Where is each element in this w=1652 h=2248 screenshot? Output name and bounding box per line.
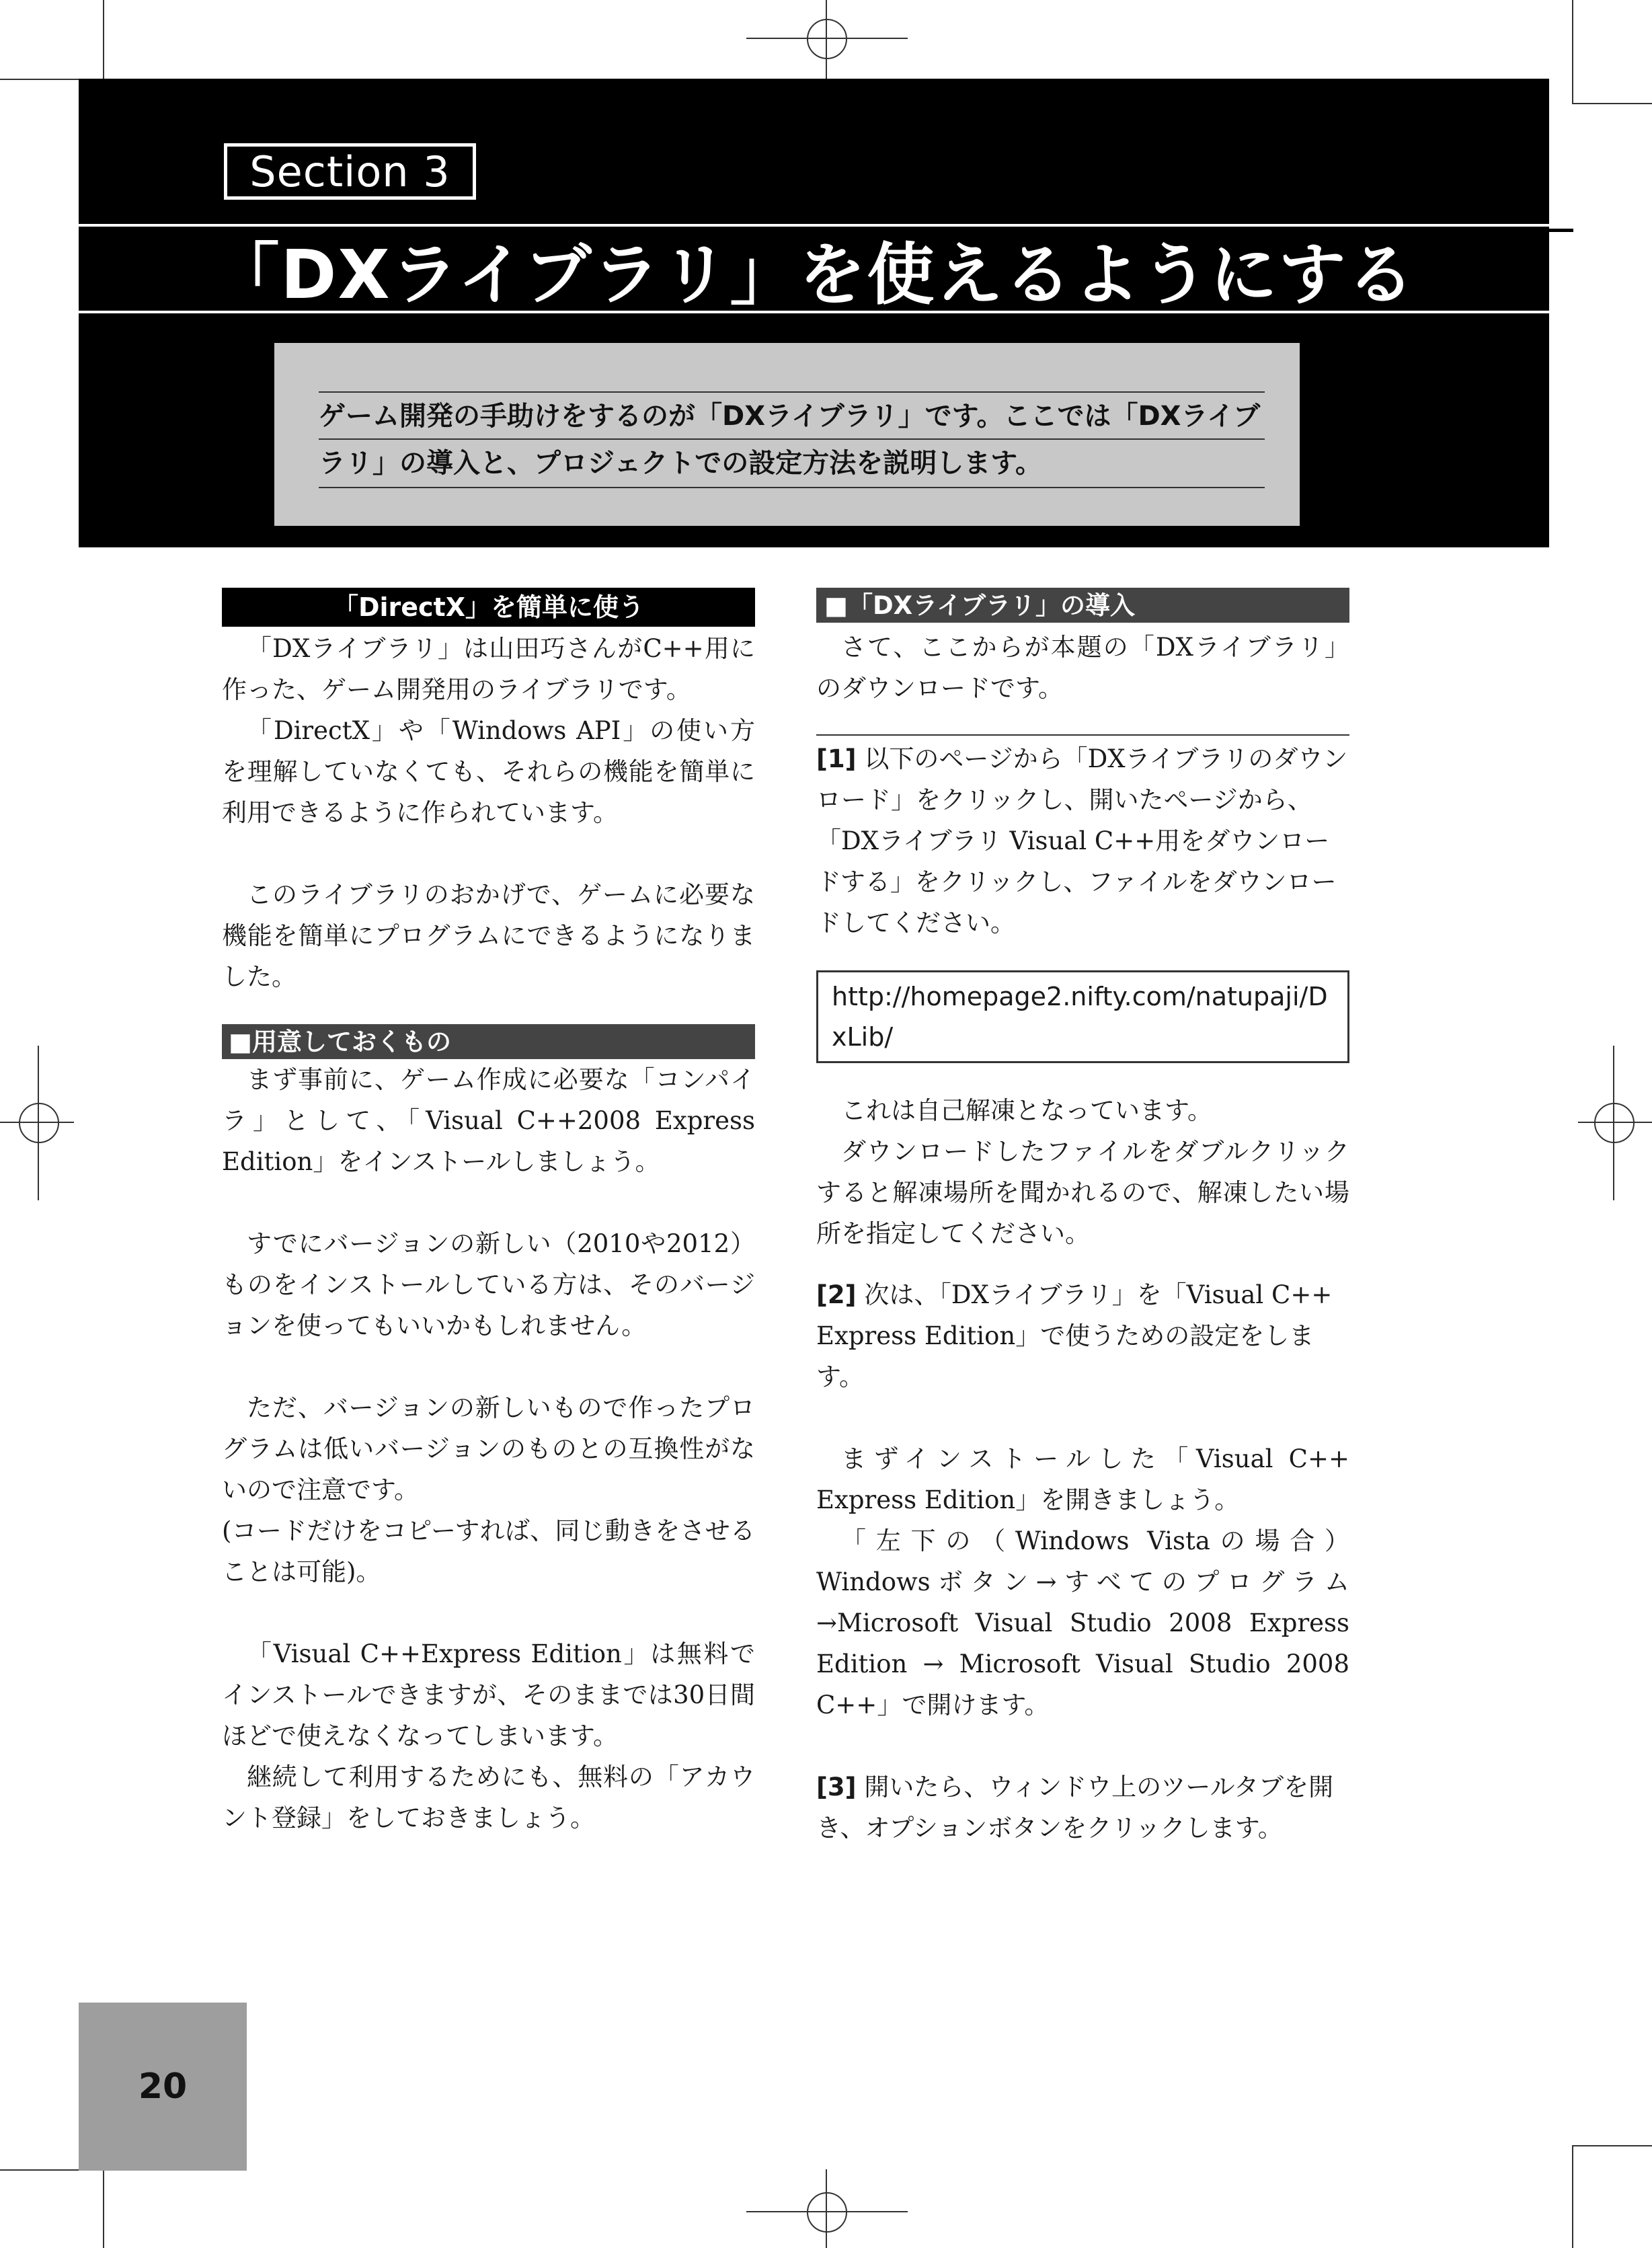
- heading-preparation: ■用意しておくもの: [222, 1024, 755, 1059]
- paragraph: 「Visual C++Express Edition」は無料でインストールできますが、そのままでは30日間ほどで使えなくなってしまいます。: [222, 1639, 755, 1750]
- paragraph: 「DXライブラリ」は山田巧さんがC++用に作った、ゲーム開発用のライブラリです。: [222, 634, 755, 704]
- paragraph: 継続して利用するためにも、無料の「アカウント登録」をしておきましょう。: [222, 1762, 755, 1832]
- url-box: http://homepage2.nifty.com/natupaji/DxLib/: [816, 970, 1349, 1063]
- paragraph: まずインストールした「Visual C++ Express Edition」を開きましょう。: [816, 1444, 1349, 1514]
- page-number: 20: [79, 2003, 247, 2171]
- step-text: 開いたら、ウィンドウ上のツールタブを開き、オプションボタンをクリックします。: [816, 1773, 1334, 1843]
- step-label: [2]: [816, 1280, 857, 1309]
- registration-mark: [19, 1103, 59, 1143]
- crop-mark: [103, 0, 104, 79]
- crop-mark: [1572, 2145, 1573, 2248]
- step-3: [816, 1767, 1349, 1849]
- title-tick: [1549, 229, 1573, 232]
- step-1: [816, 734, 1349, 943]
- heading-directx: 「DirectX」を簡単に使う: [222, 588, 755, 627]
- paragraph: ダウンロードしたファイルをダブルクリックすると解凍場所を聞かれるので、解凍したい場所を指定してください。: [816, 1137, 1349, 1248]
- paragraph: ただ、バージョンの新しいもので作ったプログラムは低いバージョンのものとの互換性がないので注意です。: [222, 1393, 755, 1504]
- paragraph: 「DirectX」や「Windows API」の使い方を理解していなくても、それらの機能を簡単に利用できるように作られています。: [222, 716, 755, 827]
- crop-mark: [1572, 0, 1573, 103]
- heading-dxlib-install: ■「DXライブラリ」の導入: [816, 588, 1349, 623]
- step-label: [1]: [816, 744, 857, 773]
- crop-mark: [1572, 103, 1652, 104]
- section-label: Section 3: [224, 143, 476, 200]
- paragraph: まず事前に、ゲーム作成に必要な「コンパイラ」として、「Visual C++2008 Express Edition」をインストールしましょう。: [222, 1065, 755, 1176]
- paragraph: すでにバージョンの新しい（2010や2012）ものをインストールしている方は、そのバージョンを使ってもいいかもしれません。: [222, 1229, 755, 1340]
- registration-mark: [807, 2192, 847, 2233]
- lead-box: [274, 343, 1300, 526]
- left-column: [222, 588, 755, 1838]
- registration-mark: [1594, 1103, 1635, 1143]
- crop-mark: [1572, 2145, 1652, 2146]
- paragraph: このライブラリのおかげで、ゲームに必要な機能を簡単にプログラムにできるようになりました。: [222, 880, 755, 991]
- step-label: [3]: [816, 1773, 857, 1801]
- paragraph: (コードだけをコピーすれば、同じ動きをさせることは可能)。: [222, 1516, 755, 1586]
- step-text: 以下のページから「DXライブラリのダウンロード」をクリックし、開いたページから、「DXライブラリ Visual C++用をダウンロードする」をクリックし、ファイルをダウンロードしてください。: [816, 744, 1348, 937]
- registration-mark: [807, 19, 847, 59]
- page-title: 「DXライブラリ」を使えるようにする: [79, 224, 1549, 313]
- right-column: [816, 588, 1349, 1849]
- crop-mark: [103, 2169, 104, 2248]
- paragraph: 「左下の（Windows Vistaの場合）Windowsボタン→すべてのプログラム→Microsoft Visual Studio 2008 Express Edition → Microsoft Visual Studio 2008 C++」で開けます。: [816, 1526, 1349, 1719]
- paragraph: これは自己解凍となっています。: [841, 1096, 1213, 1125]
- step-2: [816, 1274, 1349, 1397]
- paragraph: さて、ここからが本題の「DXライブラリ」のダウンロードです。: [816, 633, 1349, 703]
- step-text: 次は、「DXライブラリ」を「Visual C++ Express Edition」で使うための設定をします。: [816, 1280, 1333, 1391]
- lead-text: ゲーム開発の手助けをするのが「DXライブラリ」です。ここでは「DXライブラリ」の導入と、プロジェクトでの設定方法を説明します。: [319, 391, 1265, 488]
